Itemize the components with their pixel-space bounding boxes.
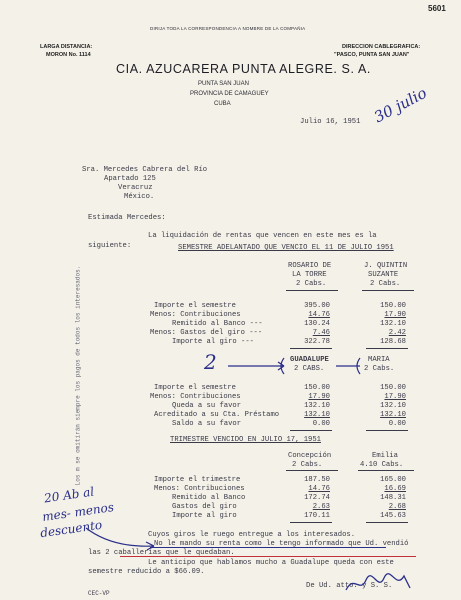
letterhead-phone-label: LARGA DISTANCIA: [40,44,93,50]
section-3-col-a-rule [286,470,338,471]
recipient-country: México. [124,193,155,201]
section-1-row-2-label: Menos: Contribuciones [150,311,241,319]
section-3-col-b-line-1: Emilia [372,452,398,460]
section-1-row-4-a: 7.46 [312,329,330,337]
section-1-col-a-line-3: 2 Cabs. [296,280,327,288]
blue-strike-line [150,547,386,548]
section-1-col-a-line-1: ROSARIO DE [288,262,332,270]
handwritten-date: 30 julio [371,83,430,127]
section-3-col-a-line-1: Concepción [288,452,332,460]
section-3-row-5-b: 145.63 [380,512,406,520]
section-2-row-3-label: Queda a su favor [172,402,242,410]
section-1-total-rule-a [290,348,332,349]
hand-note-line-2: mes- menos [41,500,115,524]
section-1-col-a-line-2: LA TORRE [292,271,327,279]
footer-initials: CEC-VP [88,590,110,597]
section-1-col-a-rule [286,290,338,291]
section-1-row-1-a: 395.00 [304,302,330,310]
letterhead-cable-address: "PASCO, PUNTA SAN JUAN" [334,52,410,58]
section-2-row-5-label: Saldo a su favor [172,420,242,428]
section-2-row-3-b: 132.10 [380,402,406,410]
section-3-total-rule-b [366,522,408,523]
section-3-row-4-b: 2.68 [388,503,406,511]
section-1-row-2-a: 14.76 [308,311,330,319]
company-address-2: PROVINCIA DE CAMAGUEY [190,91,269,97]
letterhead-phone-number: MORON No. 1114 [46,52,91,58]
section-2-row-2-label: Menos: Contribuciones [150,393,241,401]
section-1-row-4-label: Menos: Gastos del giro --- [150,329,263,337]
section-2-col-a-line-2: 2 CABS. [294,365,325,373]
section-3-total-rule-a [290,522,332,523]
section-1-col-b-line-3: 2 Cabs. [370,280,401,288]
closing-line-4: Le anticipo que hablamos mucho a Guadalupe queda con este [148,559,394,567]
section-3-col-a-line-2: 2 Cabs. [292,461,323,469]
section-1-col-b-rule [362,290,414,291]
salutation: Estimada Mercedes: [88,214,166,222]
section-2-row-2-b: 17.90 [384,393,406,401]
section-1-row-5-a: 322.78 [304,338,330,346]
section-3-col-b-line-2: 4.10 Cabs. [360,461,404,469]
section-2-row-4-b: 132.10 [380,411,406,419]
section-2-total-rule-a [290,430,332,431]
section-1-row-4-b: 2.42 [388,329,406,337]
recipient-address: Apartado 125 [104,175,156,183]
section-2-row-5-b: 0.00 [388,420,406,428]
section-3-row-4-label: Gastos del giro [172,503,237,511]
company-address-3: CUBA [214,101,231,107]
hand-note-line-3: descuento [39,517,103,541]
recipient-name: Sra. Mercedes Cabrera del Río [82,166,208,174]
signature-scribble [344,572,414,596]
section-2-col-a-line-1: GUADALUPE [290,356,329,364]
closing-line-1: Cuyos giros le ruego entregue a los interesados. [148,531,356,539]
section-3-row-1-b: 165.00 [380,476,406,484]
section-3-heading: TRIMESTRE VENCIDO EN JULIO 17, 1951 [170,436,321,444]
sign-off: De Ud. atto. y S. S. [306,582,393,590]
closing-line-2: No le mando su renta como le tengo informado que Ud. vendió [154,540,409,548]
section-3-row-1-label: Importe el trimestre [154,476,241,484]
section-1-row-5-label: Importe al giro --- [172,338,254,346]
intro-line-2: siguiente: [88,242,132,250]
section-1-row-3-label: Remitido al Banco --- [172,320,263,328]
company-address-1: PUNTA SAN JUAN [198,81,249,87]
section-2-col-b-line-1: MARIA [368,356,390,364]
letterhead-cable-label: DIRECCION CABLEGRAFICA: [342,44,421,50]
intro-line-1: La liquidación de rentas que vencen en este mes es la [148,232,377,240]
section-3-row-5-label: Importe al giro [172,512,237,520]
section-2-total-rule-b [366,430,408,431]
section-1-row-2-b: 17.90 [384,311,406,319]
section-1-col-b-line-2: SUZANTE [368,271,399,279]
section-2-row-1-label: Importe el semestre [154,384,236,392]
archive-number: 5601 [428,4,446,13]
section-3-col-b-rule [358,470,414,471]
section-2-col-b-line-2: 2 Cabs. [364,365,395,373]
section-1-col-b-line-1: J. QUINTIN [364,262,408,270]
section-2-row-1-a: 150.00 [304,384,330,392]
closing-line-5: semestre reducido a $66.09. [88,568,205,576]
section-3-row-3-label: Remitido al Banco [172,494,246,502]
letterhead-top-line: DIRIJA TODA LA CORRESPONDENCIA A NOMBRE DE LA COMPAÑIA [150,26,306,31]
section-1-row-1-label: Importe el semestre [154,302,236,310]
handwritten-two: 2 [204,350,217,374]
section-2-row-1-b: 150.00 [380,384,406,392]
section-3-row-4-a: 2.63 [312,503,330,511]
letter-date: Julio 16, 1951 [300,118,361,126]
section-3-row-1-a: 187.50 [304,476,330,484]
section-2-row-4-a: 132.10 [304,411,330,419]
section-2-row-2-a: 17.90 [308,393,330,401]
section-1-total-rule-b [366,348,408,349]
recipient-city: Veracruz [118,184,153,192]
section-3-row-3-a: 172.74 [304,494,330,502]
section-2-row-4-label: Acreditado a su Cta. Préstamo [154,411,280,419]
section-3-row-2-a: 14.76 [308,485,330,493]
section-3-row-2-label: Menos: Contribuciones [154,485,245,493]
side-note: Los m se omitirán siempre los pagos de todos los interesados. [74,265,82,486]
hand-note-line-1: 20 Ab al [43,484,95,506]
closing-line-3: las 2 caballerías que le quedaban. [88,549,235,557]
company-name: CIA. AZUCARERA PUNTA ALEGRE. S. A. [116,62,371,76]
section-1-row-3-b: 132.10 [380,320,406,328]
section-1-row-3-a: 130.24 [304,320,330,328]
section-1-heading: SEMESTRE ADELANTADO QUE VENCIO EL 11 DE JULIO 1951 [178,244,394,252]
section-2-row-3-a: 132.10 [304,402,330,410]
section-3-row-3-b: 148.31 [380,494,406,502]
section-3-row-2-b: 16.69 [384,485,406,493]
section-1-row-5-b: 128.68 [380,338,406,346]
section-3-row-5-a: 170.11 [304,512,330,520]
red-strike-line [120,556,416,557]
section-2-row-5-a: 0.00 [312,420,330,428]
section-1-row-1-b: 150.00 [380,302,406,310]
